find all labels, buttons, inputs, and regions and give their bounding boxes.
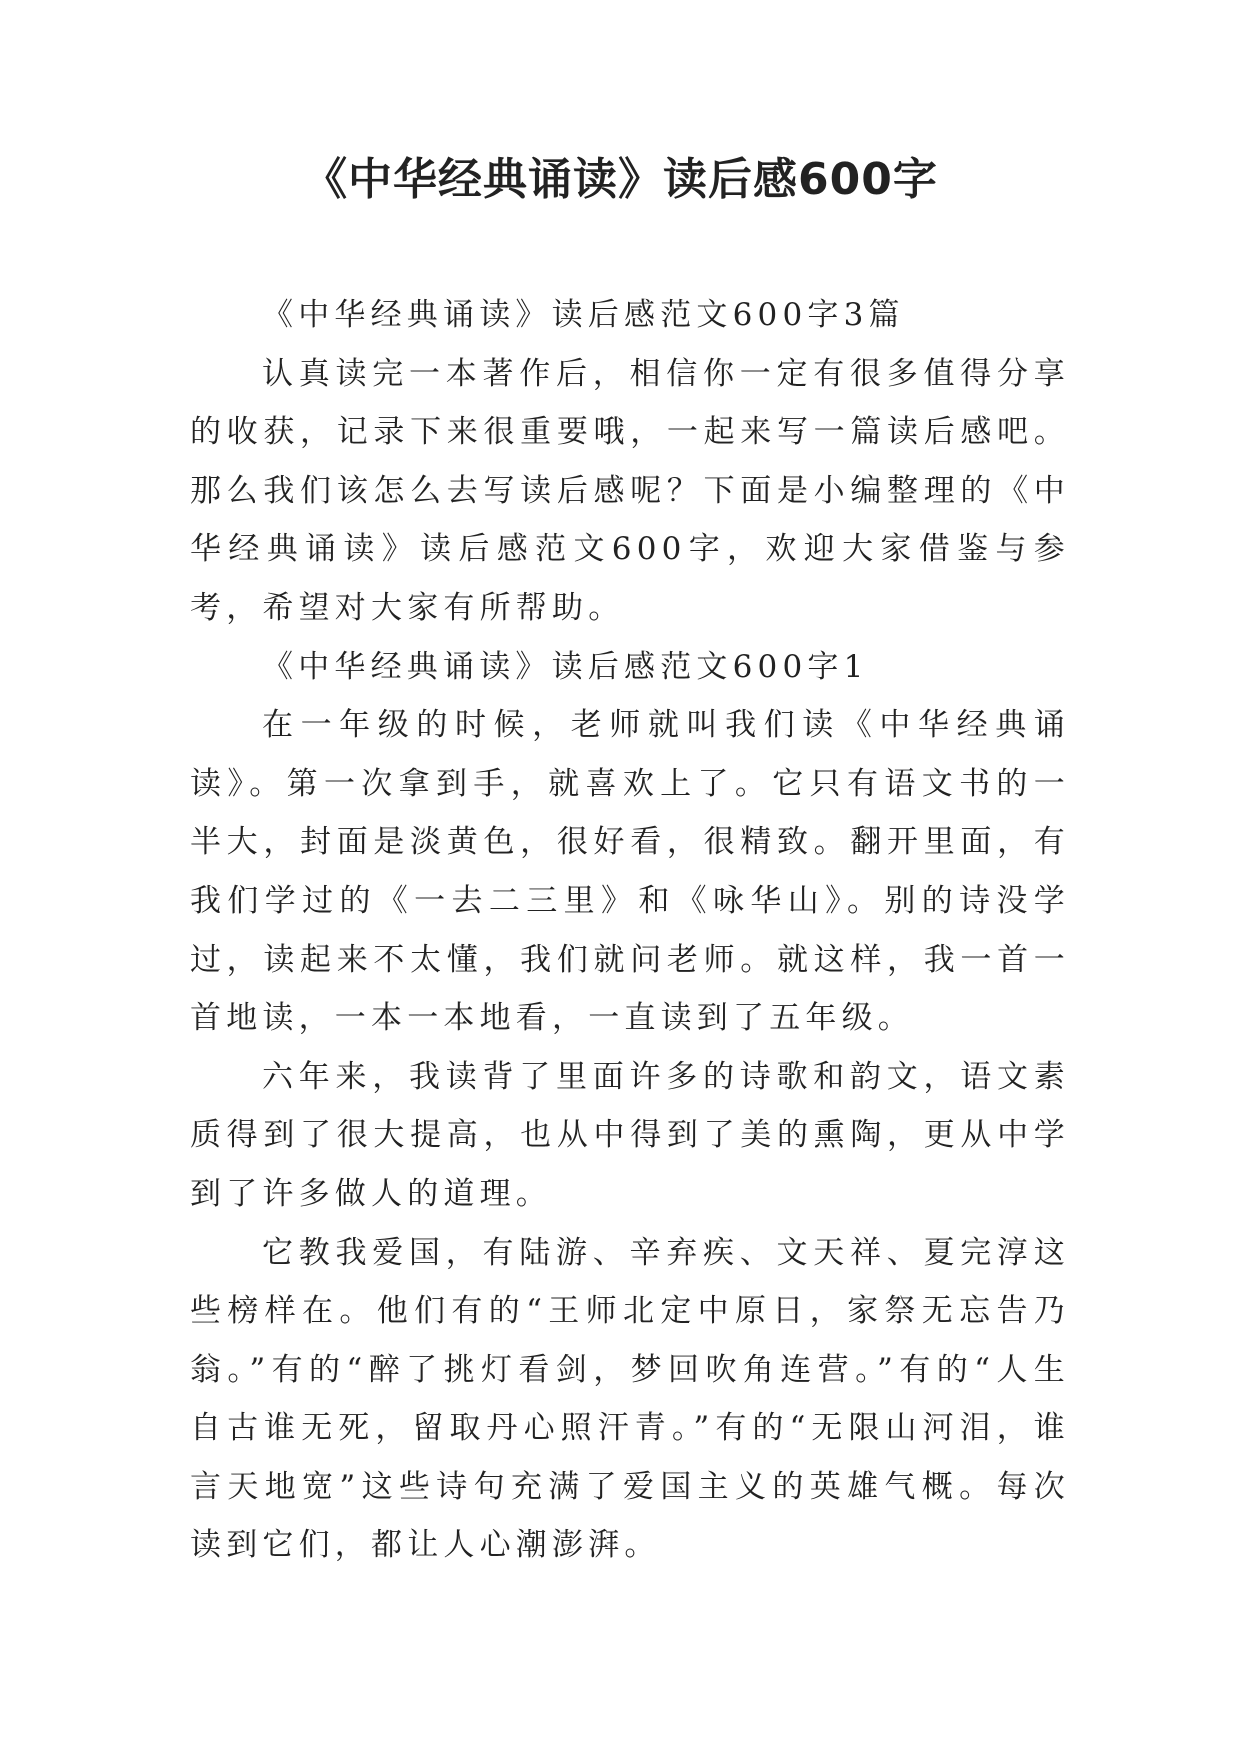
- section-heading: 《中华经典诵读》读后感范文600字1: [262, 648, 869, 685]
- body-paragraph: 它教我爱国，有陆游、辛弃疾、文天祥、夏完淳这些榜样在。他们有的“王师北定中原日，家祭无忘告乃翁。”有的“醉了挑灯看剑，梦回吹角连营。”有的“人生自古谁无死，留取丹心照汗青。”有的“无限山河泪，谁言天地宽”这些诗句充满了爱国主义的英雄气概。每次读到它们，都让人心潮澎湃。: [190, 1234, 1070, 1564]
- subtitle-paragraph: 《中华经典诵读》读后感范文600字3篇: [262, 297, 905, 333]
- document-title: 《中华经典诵读》读后感600字: [303, 154, 938, 205]
- document-body: [190, 286, 1070, 1575]
- intro-paragraph: 认真读完一本著作后，相信你一定有很多值得分享的收获，记录下来很重要哦，一起来写一篇读后感吧。那么我们该怎么去写读后感呢？下面是小编整理的《中华经典诵读》读后感范文600字，欢迎大家借鉴与参考，希望对大家有所帮助。: [190, 355, 1070, 626]
- body-paragraph: 在一年级的时候，老师就叫我们读《中华经典诵读》。第一次拿到手，就喜欢上了。它只有语文书的一半大，封面是淡黄色，很好看，很精致。翻开里面，有我们学过的《一去二三里》和《咏华山》。别的诗没学过，读起来不太懂，我们就问老师。就这样，我一首一首地读，一本一本地看，一直读到了五年级。: [190, 707, 1070, 1037]
- body-paragraph: 六年来，我读背了里面许多的诗歌和韵文，语文素质得到了很大提高，也从中得到了美的熏陶，更从中学到了许多做人的道理。: [190, 1058, 1070, 1212]
